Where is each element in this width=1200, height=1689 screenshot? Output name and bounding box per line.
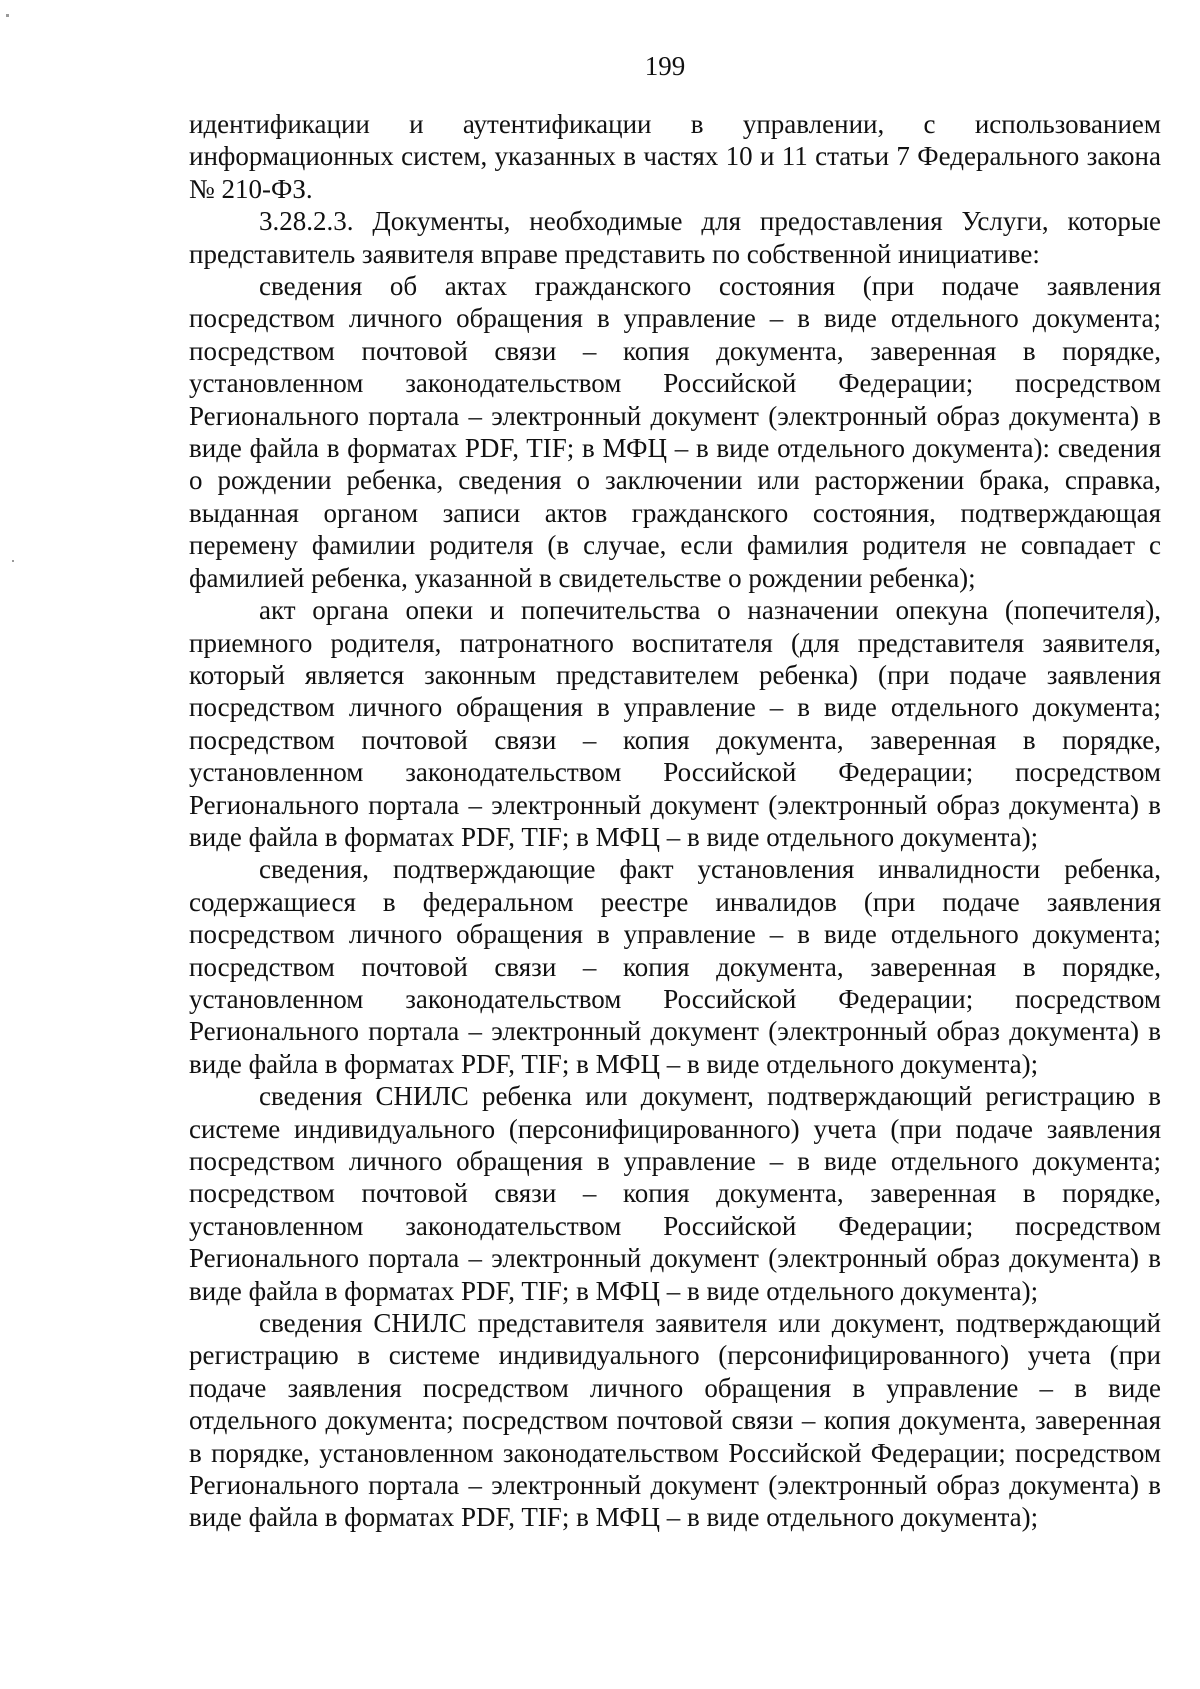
paragraph: сведения СНИЛС ребенка или документ, подтверждающий регистрацию в системе индивидуального (персонифицированного) учета (при подаче заявления посредством личного обращения в управление – в виде отдельного документа; посредством почтовой связи – копия документа, заверенная в порядке, установленном законодательством Российской Федерации; посредством Регионального портала – электронный документ (электронный образ документа) в виде файла в форматах PDF, TIF; в МФЦ – в виде отдельного документа); [189, 1081, 1161, 1306]
paragraph: сведения, подтверждающие факт установления инвалидности ребенка, содержащиеся в федеральном реестре инвалидов (при подаче заявления посредством личного обращения в управление – в виде отдельного документа; посредством почтовой связи – копия документа, заверенная в порядке, установленном законодательством Российской Федерации; посредством Регионального портала – электронный документ (электронный образ документа) в виде файла в форматах PDF, TIF; в МФЦ – в виде отдельного документа); [189, 854, 1161, 1079]
body-text [189, 108, 1161, 1534]
paragraph: 3.28.2.3. Документы, необходимые для предоставления Услуги, которые представитель заявителя вправе представить по собственной инициативе: [189, 206, 1161, 269]
paragraph: идентификации и аутентификации в управлении, с использованием информационных систем, указанных в частях 10 и 11 статьи 7 Федерального закона № 210-ФЗ. [189, 109, 1161, 204]
paragraph: сведения СНИЛС представителя заявителя или документ, подтверждающий регистрацию в системе индивидуального (персонифицированного) учета (при подаче заявления посредством личного обращения в управление – в виде отдельного документа; посредством почтовой связи – копия документа, заверенная в порядке, установленном законодательством Российской Федерации; посредством Регионального портала – электронный документ (электронный образ документа) в виде файла в форматах PDF, TIF; в МФЦ – в виде отдельного документа); [189, 1308, 1161, 1533]
paragraph: акт органа опеки и попечительства о назначении опекуна (попечителя), приемного родителя, патронатного воспитателя (для представителя заявителя, который является законным представителем ребенка) (при подаче заявления посредством личного обращения в управление – в виде отдельного документа; посредством почтовой связи – копия документа, заверенная в порядке, установленном законодательством Российской Федерации; посредством Регионального портала – электронный документ (электронный образ документа) в виде файла в форматах PDF, TIF; в МФЦ – в виде отдельного документа); [189, 595, 1161, 852]
scan-mark-left [12, 560, 14, 562]
paragraph: сведения об актах гражданского состояния (при подаче заявления посредством личного обращения в управление – в виде отдельного документа; посредством почтовой связи – копия документа, заверенная в порядке, установленном законодательством Российской Федерации; посредством Регионального портала – электронный документ (электронный образ документа) в виде файла в форматах PDF, TIF; в МФЦ – в виде отдельного документа): сведения о рождении ребенка, сведения о заключении или расторжении брака, справка, выданная органом записи актов гражданского состояния, подтверждающая перемену фамилии родителя (в случае, если фамилия родителя не совпадает с фамилией ребенка, указанной в свидетельстве о рождении ребенка); [189, 271, 1161, 593]
scan-mark-top-left [6, 14, 9, 17]
page-number: 199 [644, 51, 686, 81]
